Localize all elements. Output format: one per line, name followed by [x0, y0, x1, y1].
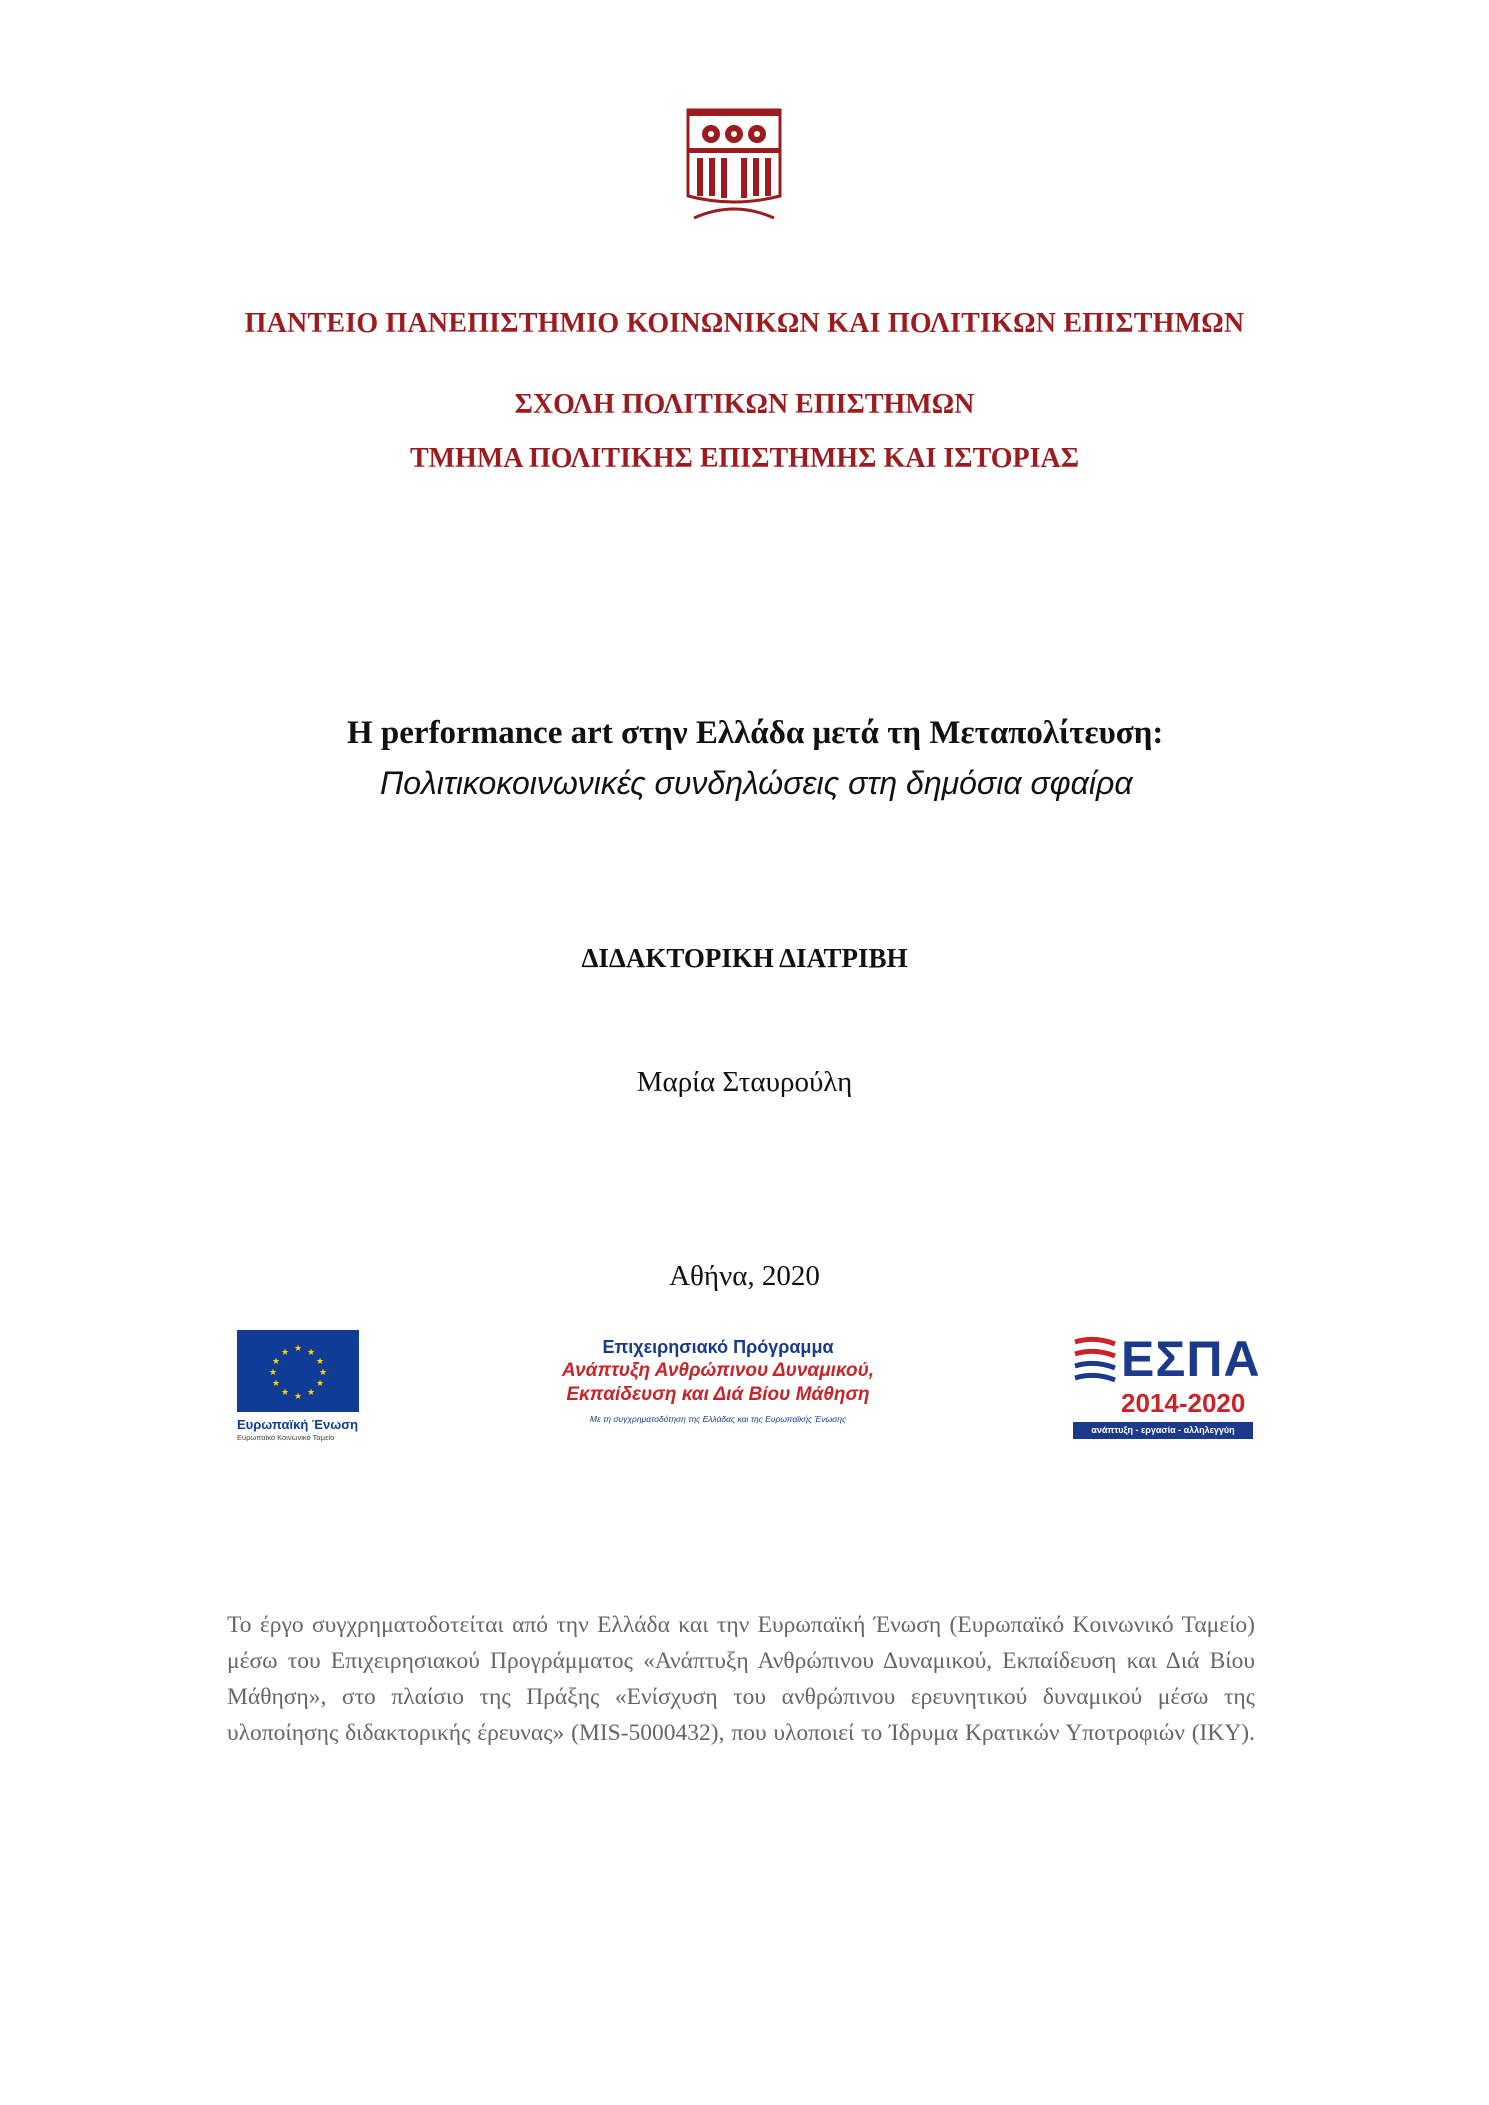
- svg-text:★: ★: [268, 1368, 278, 1378]
- espa-logo: [1073, 1330, 1261, 1440]
- svg-text:★: ★: [306, 1348, 316, 1358]
- school-name: ΣΧΟΛΗ ΠΟΛΙΤΙΚΩΝ ΕΠΙΣΤΗΜΩΝ: [514, 389, 975, 420]
- place-date: Αθήνα, 2020: [669, 1260, 820, 1292]
- svg-text:★: ★: [280, 1348, 290, 1358]
- thesis-type: ΔΙΔΑΚΤΟΡΙΚΗ ΔΙΑΤΡΙΒΗ: [581, 943, 908, 973]
- svg-text:★: ★: [306, 1388, 316, 1398]
- funding-statement: Το έργο συγχρηματοδοτείται από την Ελλάδα και την Ευρωπαϊκή Ένωση (Ευρωπαϊκό Κοινωνικό Ταμείο) μέσω του Επιχειρησιακού Προγράμματος «Ανάπτυξη Ανθρώπινου Δυναμικού, Εκπαίδευση και Διά Βίου Μάθηση», στο πλαίσιο της Πράξης «Ενίσχυση του ανθρώπινου ερευνητικού δυναμικού μέσω της υλοποίησης διδακτορικής έρευνας» (MIS-5000432), που υλοποιεί το Ίδρυμα Κρατικών Υποτροφιών (ΙΚΥ).: [227, 1612, 1255, 1746]
- author-name: Μαρία Σταυρούλη: [636, 1066, 853, 1098]
- university-emblem-logo: [684, 108, 784, 234]
- svg-text:★: ★: [293, 1344, 303, 1354]
- op-logo-line4: Με τη συγχρηματοδότηση της Ελλάδας και της Ευρωπαϊκής Ένωσης: [589, 1414, 847, 1424]
- op-logo-line1: Επιχειρησιακό Πρόγραμμα: [602, 1337, 834, 1357]
- eu-flag-icon: [237, 1330, 359, 1412]
- thesis-subtitle: Πολιτικοκοινωνικές συνδηλώσεις στη δημόσια σφαίρα: [380, 765, 1133, 801]
- espa-years: 2014-2020: [1121, 1388, 1246, 1418]
- svg-text:★: ★: [293, 1392, 303, 1402]
- svg-text:★: ★: [280, 1388, 290, 1398]
- espa-waves-icon: [1073, 1336, 1117, 1384]
- university-name: ΠΑΝΤΕΙΟ ΠΑΝΕΠΙΣΤΗΜΙΟ ΚΟΙΝΩΝΙΚΩΝ ΚΑΙ ΠΟΛΙΤΙΚΩΝ ΕΠΙΣΤΗΜΩΝ: [244, 308, 1245, 339]
- svg-text:★: ★: [271, 1357, 281, 1367]
- thesis-title: Η performance art στην Ελλάδα μετά τη Μεταπολίτευση:: [347, 715, 1164, 751]
- eu-logo: [237, 1330, 363, 1442]
- op-logo-line2: Ανάπτυξη Ανθρώπινου Δυναμικού,: [561, 1360, 875, 1381]
- department-name: ΤΜΗΜΑ ΠΟΛΙΤΙΚΗΣ ΕΠΙΣΤΗΜΗΣ ΚΑΙ ΙΣΤΟΡΙΑΣ: [409, 443, 1080, 474]
- svg-text:★: ★: [271, 1379, 281, 1389]
- op-logo-line3: Εκπαίδευση και Διά Βίου Μάθηση: [566, 1384, 870, 1405]
- espa-wordmark: ΕΣΠΑ: [1121, 1331, 1261, 1387]
- svg-text:★: ★: [315, 1357, 325, 1367]
- svg-text:★: ★: [315, 1379, 325, 1389]
- eu-logo-subtext: Ευρωπαϊκό Κοινωνικό Ταμείο: [237, 1433, 335, 1442]
- operational-programme-logo: [528, 1335, 908, 1445]
- svg-text:★: ★: [318, 1368, 328, 1378]
- espa-tagline: ανάπτυξη - εργασία - αλληλεγγύη: [1073, 1422, 1253, 1439]
- eu-logo-text: Ευρωπαϊκή Ένωση: [237, 1417, 359, 1432]
